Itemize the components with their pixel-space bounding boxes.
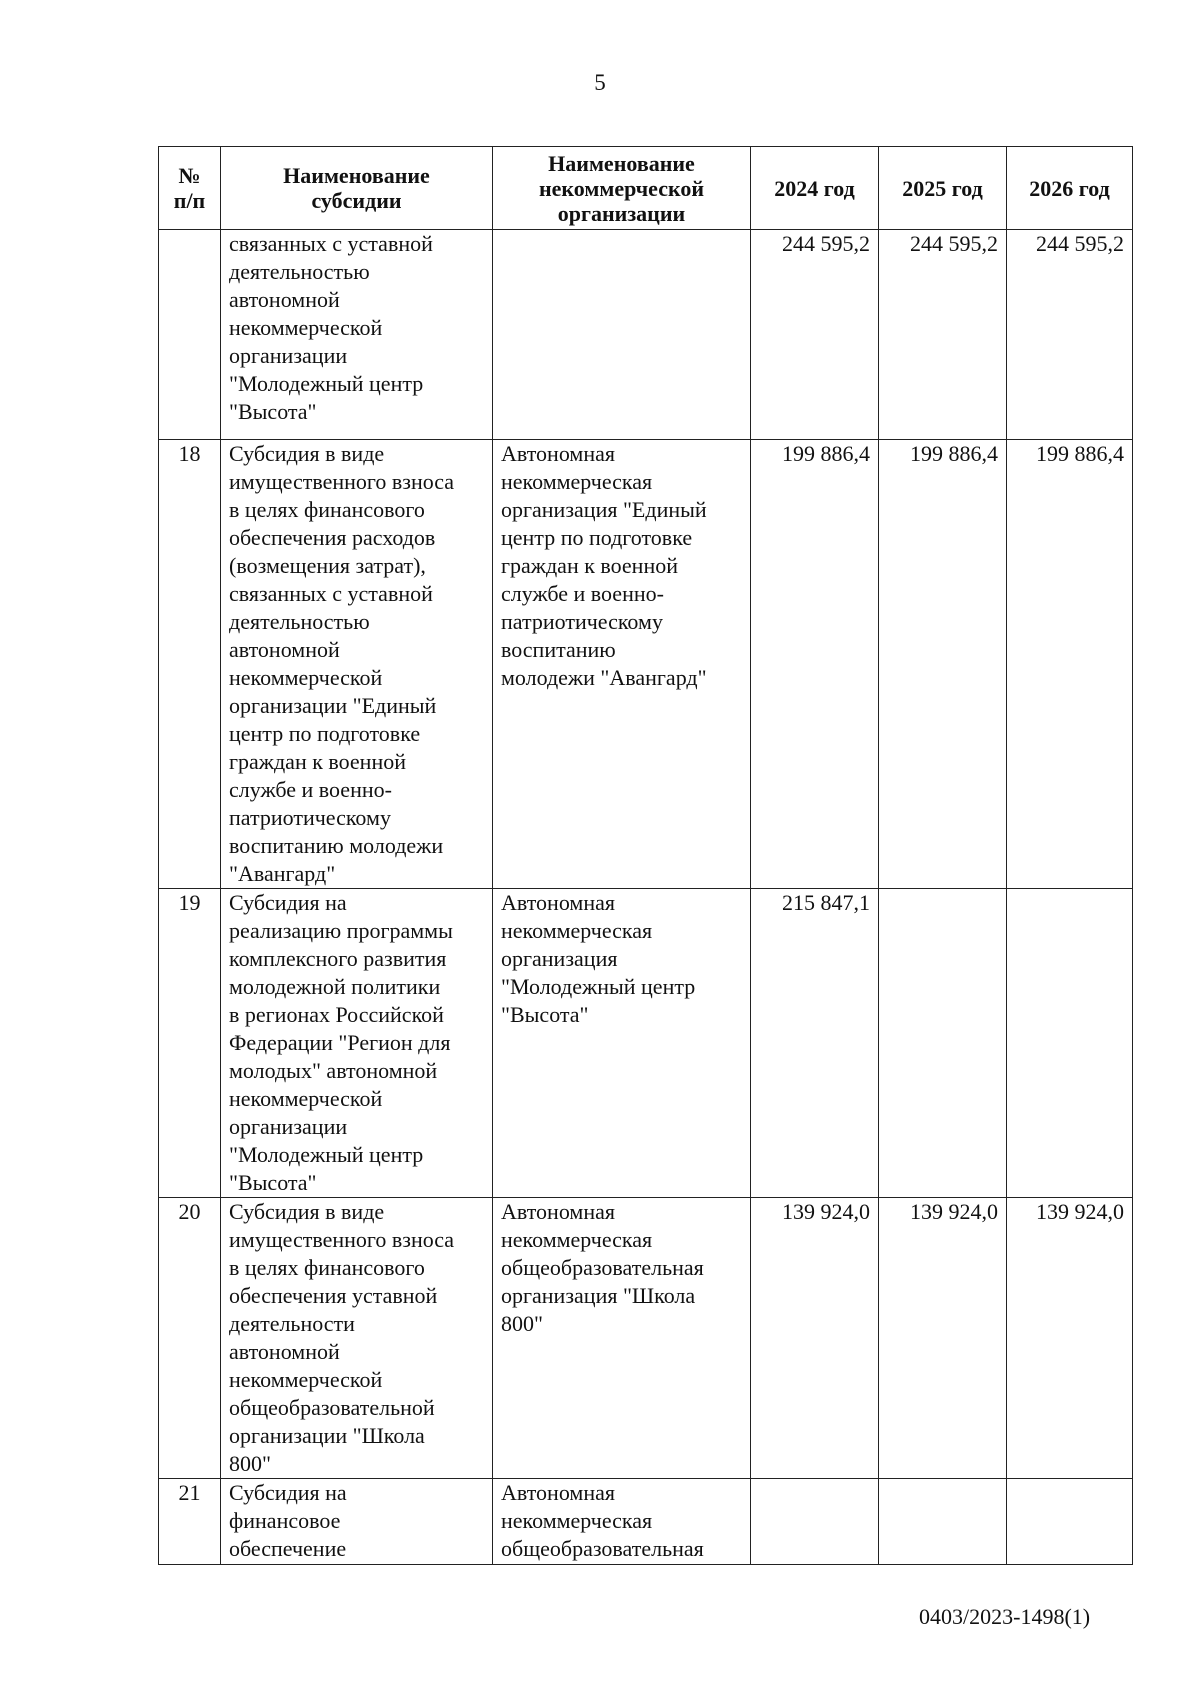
amount-2024: 215 847,1 — [751, 889, 879, 1198]
amount-2025 — [879, 1479, 1007, 1565]
amount-2026: 244 595,2 — [1007, 230, 1133, 440]
amount-2025: 199 886,4 — [879, 440, 1007, 889]
row-number: 19 — [159, 889, 221, 1198]
amount-2026 — [1007, 1479, 1133, 1565]
header-num: № п/п — [159, 147, 221, 230]
amount-2025: 244 595,2 — [879, 230, 1007, 440]
table-row — [159, 889, 1133, 1198]
header-year-2025: 2025 год — [879, 147, 1007, 230]
subsidy-name: Субсидия на финансовое обеспечение — [221, 1479, 493, 1565]
table-header-row — [159, 147, 1133, 230]
document-code: 0403/2023-1498(1) — [919, 1604, 1091, 1629]
subsidy-name: Субсидия в виде имущественного взноса в целях финансового обеспечения расходов (возмещения затрат), связанных с уставной деятельностью автономной некоммерческой организации "Единый центр по подготовке граждан к военной службе и военно- патриотическому воспитанию молодежи "Авангард" — [221, 440, 493, 889]
subsidy-name: связанных с уставной деятельностью автономной некоммерческой организации "Молодежный центр "Высота" — [221, 230, 493, 440]
row-number: 20 — [159, 1198, 221, 1479]
header-year-2026: 2026 год — [1007, 147, 1133, 230]
row-number — [159, 230, 221, 440]
header-year-2024: 2024 год — [751, 147, 879, 230]
header-organization-name: Наименование некоммерческой организации — [493, 147, 751, 230]
subsidies-table — [158, 146, 1133, 1565]
row-number: 21 — [159, 1479, 221, 1565]
organization-name: Автономная некоммерческая общеобразовательная — [493, 1479, 751, 1565]
organization-name: Автономная некоммерческая организация "Молодежный центр "Высота" — [493, 889, 751, 1198]
subsidy-name: Субсидия на реализацию программы комплексного развития молодежной политики в регионах Российской Федерации "Регион для молодых" автономной некоммерческой организации "Молодежный центр "Высота" — [221, 889, 493, 1198]
table-row — [159, 440, 1133, 889]
amount-2025 — [879, 889, 1007, 1198]
organization-name — [493, 230, 751, 440]
table-row — [159, 1198, 1133, 1479]
organization-name: Автономная некоммерческая общеобразовательная организация "Школа 800" — [493, 1198, 751, 1479]
organization-name: Автономная некоммерческая организация "Единый центр по подготовке граждан к военной службе и военно- патриотическому воспитанию молодежи "Авангард" — [493, 440, 751, 889]
table-row — [159, 1479, 1133, 1565]
row-number: 18 — [159, 440, 221, 889]
amount-2025: 139 924,0 — [879, 1198, 1007, 1479]
amount-2026 — [1007, 889, 1133, 1198]
amount-2024: 139 924,0 — [751, 1198, 879, 1479]
amount-2024: 199 886,4 — [751, 440, 879, 889]
table-row — [159, 230, 1133, 440]
header-subsidy-name: Наименование субсидии — [221, 147, 493, 230]
amount-2026: 139 924,0 — [1007, 1198, 1133, 1479]
amount-2024 — [751, 1479, 879, 1565]
amount-2026: 199 886,4 — [1007, 440, 1133, 889]
page-number: 5 — [594, 70, 606, 95]
subsidy-name: Субсидия в виде имущественного взноса в целях финансового обеспечения уставной деятельности автономной некоммерческой общеобразовательной организации "Школа 800" — [221, 1198, 493, 1479]
amount-2024: 244 595,2 — [751, 230, 879, 440]
